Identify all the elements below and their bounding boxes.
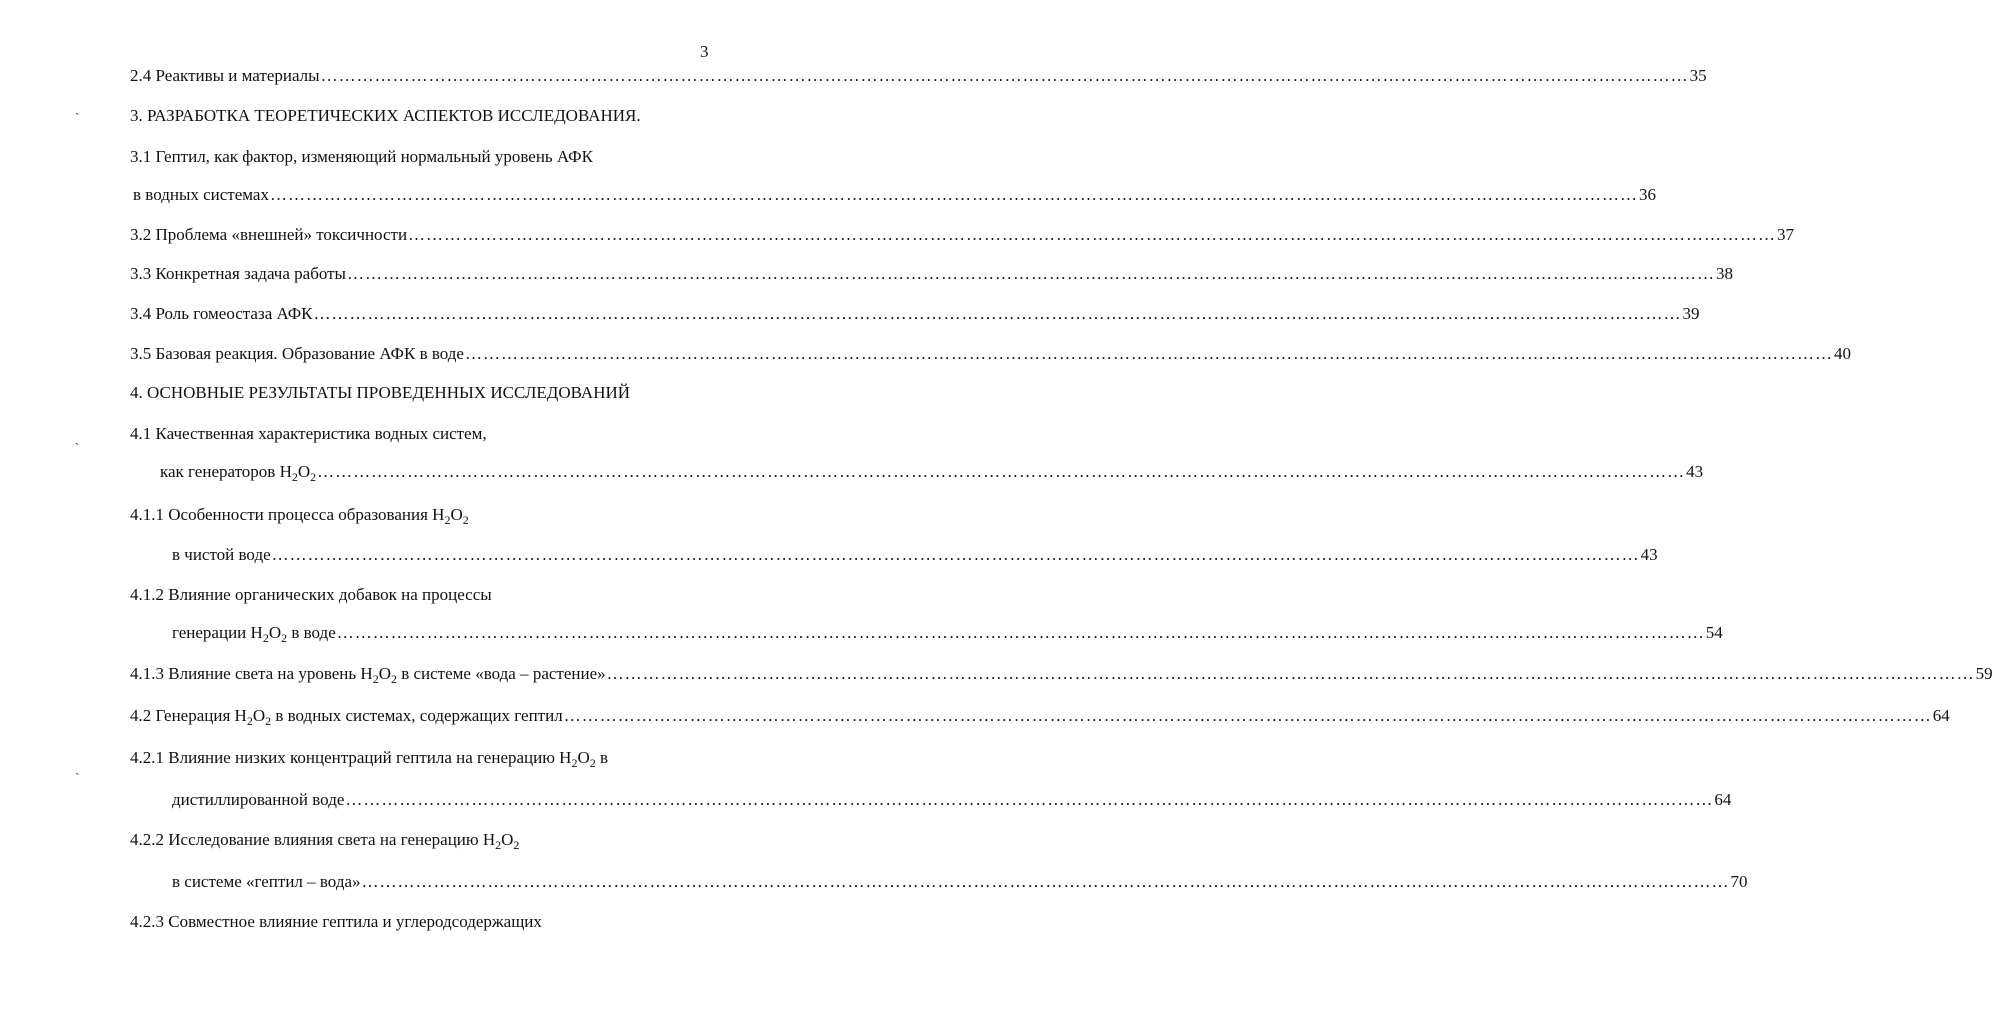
toc-page-number: 40 <box>1833 344 1851 363</box>
toc-section-heading: 4. ОСНОВНЫЕ РЕЗУЛЬТАТЫ ПРОВЕДЕННЫХ ИССЛЕДОВАНИЙ <box>130 383 631 402</box>
toc-page-number: 54 <box>1705 623 1723 642</box>
toc-entry-label: дистиллированной воде <box>172 790 345 809</box>
margin-mark: ` <box>75 110 80 125</box>
toc-entry-label: 4.2.3 Совместное влияние гептила и углеродсодержащих <box>130 912 542 931</box>
toc-leader: ………………………………………………………………………………………………………………………………………………………………………………………………………… <box>563 706 1932 725</box>
toc-leader: ………………………………………………………………………………………………………………………………………………………………………………………………………… <box>271 545 1640 564</box>
toc-page-number: 36 <box>1638 185 1656 204</box>
toc-entry-label: 3.2 Проблема «внешней» токсичности <box>130 225 408 244</box>
toc-page-number: 70 <box>1730 872 1748 891</box>
toc-entry <box>130 264 1733 284</box>
toc-page-number: 43 <box>1686 462 1704 481</box>
toc-page-number: 35 <box>1689 66 1707 85</box>
toc-entry <box>130 225 1795 245</box>
toc-leader: ………………………………………………………………………………………………………………………………………………………………………………………………………… <box>317 462 1686 481</box>
toc-page-number: 64 <box>1714 790 1732 809</box>
toc-leader: ………………………………………………………………………………………………………………………………………………………………………………………………………… <box>346 264 1715 283</box>
toc-leader: ………………………………………………………………………………………………………………………………………………………………………………………………………… <box>320 66 1689 85</box>
toc-leader: ………………………………………………………………………………………………………………………………………………………………………………………………………… <box>606 664 1975 683</box>
toc-entry-label: в водных системах <box>133 185 269 204</box>
toc-entry <box>172 790 1732 810</box>
page-number: 3 <box>700 42 709 61</box>
toc-entry <box>172 623 1723 645</box>
toc-entry-label: 3.1 Гептил, как фактор, изменяющий нормальный уровень АФК <box>130 147 593 166</box>
toc-page-number: 59 <box>1975 664 1993 683</box>
toc-leader: ………………………………………………………………………………………………………………………………………………………………………………………………………… <box>313 304 1682 323</box>
toc-entry <box>133 185 1656 205</box>
toc-entry-label: 3.5 Базовая реакция. Образование АФК в воде <box>130 344 464 363</box>
toc-entry <box>130 344 1851 364</box>
toc-entry-label: как генераторов $H_2O_2$ <box>160 462 317 484</box>
toc-page-number: 43 <box>1640 545 1658 564</box>
margin-mark: ` <box>75 440 80 455</box>
toc-entry-label: 4.2.2 Исследование влияния света на генерацию $H_2O_2$ <box>130 830 520 852</box>
toc-entry-label: в системе «гептил – вода» <box>172 872 361 891</box>
toc-entry-label: генерации $H_2O_2$ в воде <box>172 623 336 645</box>
toc-page-number: 38 <box>1715 264 1733 283</box>
toc-leader: ………………………………………………………………………………………………………………………………………………………………………………………………………… <box>269 185 1638 204</box>
toc-entry-label: 3.3 Конкретная задача работы <box>130 264 346 283</box>
toc-leader: ………………………………………………………………………………………………………………………………………………………………………………………………………… <box>464 344 1833 363</box>
toc-section-heading: 3. РАЗРАБОТКА ТЕОРЕТИЧЕСКИХ АСПЕКТОВ ИССЛЕДОВАНИЯ. <box>130 106 641 125</box>
toc-entry-label: 4.2 Генерация $H_2O_2$ в водных системах, содержащих гептил <box>130 706 563 728</box>
toc-entry-label: 4.1.1 Особенности процесса образования $H_2O_2$ <box>130 505 469 527</box>
toc-entry <box>130 66 1707 86</box>
toc-entry <box>172 545 1658 565</box>
toc-page-number: 64 <box>1932 706 1950 725</box>
toc-page-number: 39 <box>1682 304 1700 323</box>
toc-entry-label: 4.1.2 Влияние органических добавок на процессы <box>130 585 492 604</box>
toc-entry-label: 4.2.1 Влияние низких концентраций гептила на генерацию $H_2O_2$ в <box>130 748 609 770</box>
toc-entry-label: 4.1 Качественная характеристика водных систем, <box>130 424 487 443</box>
toc-entry <box>130 664 1993 686</box>
toc-entry-label: 3.4 Роль гомеостаза АФК <box>130 304 313 323</box>
toc-leader: ………………………………………………………………………………………………………………………………………………………………………………………………………… <box>361 872 1730 891</box>
toc-entry-label: 2.4 Реактивы и материалы <box>130 66 320 85</box>
toc-leader: ………………………………………………………………………………………………………………………………………………………………………………………………………… <box>345 790 1714 809</box>
toc-page-number: 37 <box>1777 225 1795 244</box>
toc-leader: ………………………………………………………………………………………………………………………………………………………………………………………………………… <box>408 225 1777 244</box>
toc-entry <box>130 706 1950 728</box>
toc-entry-label: 4.1.3 Влияние света на уровень $H_2O_2$ в системе «вода – растение» <box>130 664 606 686</box>
toc-entry <box>130 304 1700 324</box>
toc-leader: ………………………………………………………………………………………………………………………………………………………………………………………………………… <box>336 623 1705 642</box>
toc-entry <box>172 872 1748 892</box>
toc-entry-label: в чистой воде <box>172 545 271 564</box>
margin-mark: ` <box>75 770 80 785</box>
toc-entry <box>160 462 1704 484</box>
